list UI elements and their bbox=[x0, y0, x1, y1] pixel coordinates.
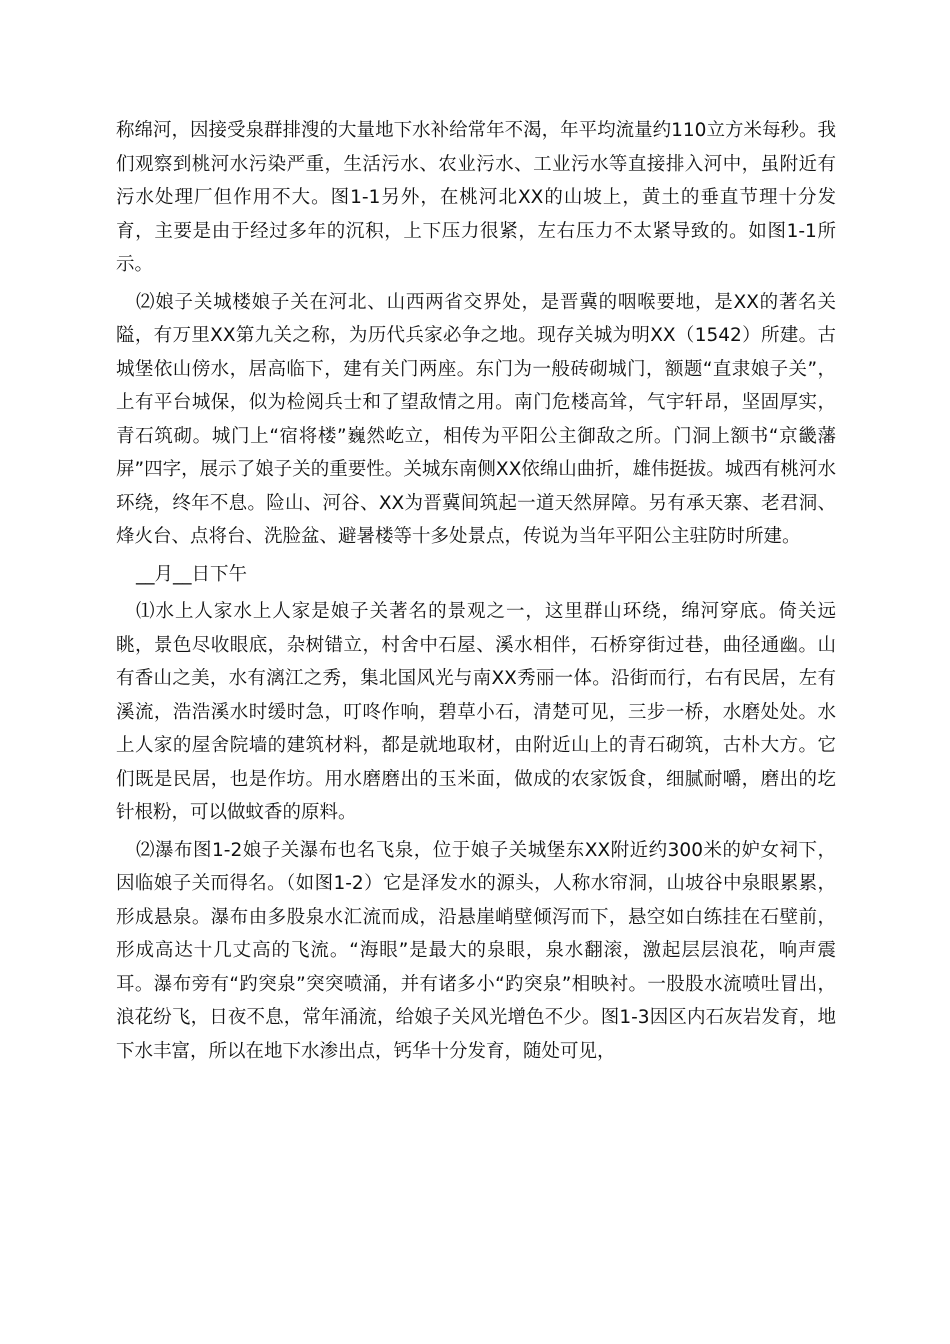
paragraph-water-village: ⑴水上人家水上人家是娘子关著名的景观之一，这里群山环绕，绵河穿底。倚关远眺，景色尽收眼底，杂树错立，村舍中石屋、溪水相伴，石桥穿街过巷，曲径通幽。山有香山之美，水有漓江之秀，集北国风光与南XX秀丽一体。沿街而行，右有民居，左有溪流，浩浩溪水时缓时急，叮咚作响，碧草小石，清楚可见，三步一桥，水磨处处。水上人家的屋舍院墙的建筑材料，都是就地取材，由附近山上的青石砌筑，古朴大方。它们既是民居，也是作坊。用水磨磨出的玉米面，做成的农家饭食，细腻耐嚼，磨出的圪针根粉，可以做蚊香的原料。 bbox=[116, 601, 836, 823]
paragraph-waterfall: ⑵瀑布图1-2娘子关瀑布也名飞泉，位于娘子关城堡东XX附近约300米的妒女祠下，因临娘子关而得名。（如图1-2）它是泽发水的源头，人称水帘洞，山坡谷中泉眼累累，形成悬泉。瀑布由多股泉水汇流而成，沿悬崖峭壁倾泻而下，悬空如白练挂在石壁前，形成高达十几丈高的飞流。“海眼”是最大的泉眼，泉水翻滚，激起层层浪花，响声震耳。瀑布旁有“趵突泉”突突喷涌，并有诸多小“趵突泉”相映衬。一股股水流喷吐冒出，浪花纷飞，日夜不息，常年涌流，给娘子关风光增色不少。图1-3因区内石灰岩发育，地下水丰富，所以在地下水渗出点，钙华十分发育，随处可见， bbox=[116, 839, 836, 1062]
document-body bbox=[116, 114, 836, 1072]
paragraph-taohe-river: 称绵河，因接受泉群排溲的大量地下水补给常年不渴，年平均流量约110立方米每秒。我们观察到桃河水污染严重，生活污水、农业污水、工业污水等直接排入河中，虽附近有污水处理厂但作用不大。图1-1另外，在桃河北XX的山坡上，黄土的垂直节理十分发育，主要是由于经过多年的沉积，上下压力很紧，左右压力不太紧导致的。如图1-1所示。 bbox=[116, 120, 836, 275]
date-heading: __月__日下午 bbox=[136, 563, 248, 585]
paragraph-niangziguan-gate-tower: ⑵娘子关城楼娘子关在河北、山西两省交界处，是晋冀的咽喉要地，是XX的著名关隘，有万里XX第九关之称，为历代兵家必争之地。现存关城为明XX（1542）所建。古城堡依山傍水，居高临下，建有关门两座。东门为一般砖砌城门，额题“直隶娘子关”，上有平台城保，似为检阅兵士和了望敌情之用。南门危楼高耸，气宇轩昂，坚固厚实，青石筑砌。城门上“宿将楼”巍然屹立，相传为平阳公主御敌之所。门洞上额书“京畿藩屏”四字，展示了娘子关的重要性。关城东南侧XX依绵山曲折，雄伟挺拔。城西有桃河水环绕，终年不息。险山、河谷、XX为晋冀间筑起一道天然屏障。另有承天寨、老君洞、烽火台、点将台、洗脸盆、避暑楼等十多处景点，传说为当年平阳公主驻防时所建。 bbox=[116, 291, 836, 547]
